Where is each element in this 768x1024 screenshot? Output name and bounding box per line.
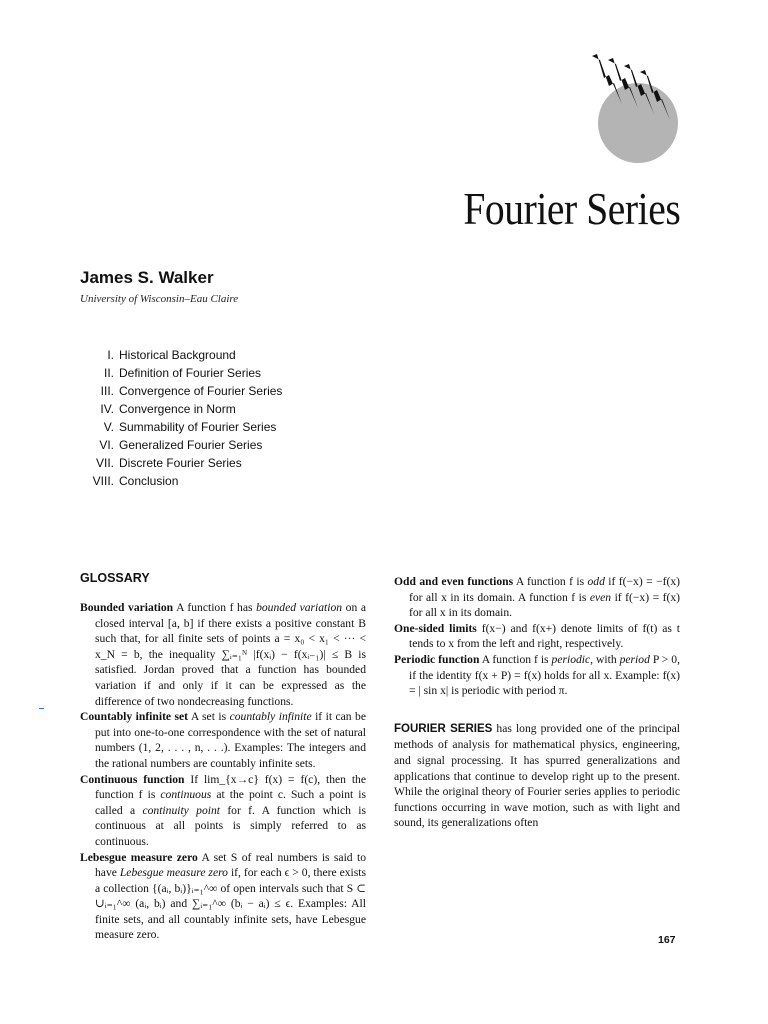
author-affiliation: University of Wisconsin–Eau Claire: [80, 293, 239, 305]
glossary-emphasis: bounded variation: [256, 601, 343, 614]
page-number: 167: [658, 934, 676, 946]
glossary-entry-periodic-function: [394, 652, 680, 699]
toc-item: [78, 346, 282, 364]
toc-label: Conclusion: [119, 474, 179, 488]
glossary-entry-continuous-function: [80, 772, 366, 850]
glossary-column-left: [80, 600, 366, 943]
glossary-term: Lebesgue measure zero: [80, 850, 198, 864]
toc-number: VII.: [95, 456, 114, 470]
glossary-entry-odd-even: [394, 574, 680, 621]
glossary-text: A set is: [188, 710, 230, 724]
glossary-emphasis: countably infinite: [229, 710, 312, 724]
glossary-text: for f. A function which is continuous at all points is simply referred to as continuous.: [95, 803, 366, 848]
glossary-heading: GLOSSARY: [80, 571, 150, 585]
table-of-contents: [78, 346, 282, 490]
toc-number: III.: [100, 384, 114, 398]
glossary-term: Periodic function: [394, 652, 480, 666]
glossary-entry-one-sided-limits: [394, 621, 680, 652]
glossary-text: If lim_{x→c} f(x) = f(c), then the function f is: [95, 772, 366, 802]
glossary-entry-countably-infinite: [80, 709, 366, 771]
glossary-emphasis: Lebesgue measure zero: [119, 866, 228, 880]
intro-lead: FOURIER SERIES: [394, 722, 493, 735]
toc-label: Definition of Fourier Series: [119, 366, 262, 380]
toc-item: [78, 436, 282, 454]
glossary-text: A function f is: [479, 652, 552, 666]
glossary-emphasis: odd: [587, 575, 605, 588]
toc-label: Convergence of Fourier Series: [119, 384, 283, 398]
glossary-column-right: [394, 574, 680, 843]
glossary-term: Continuous function: [80, 772, 185, 786]
glossary-text: if it can be put into one-to-one correspondence with the set of natural numbers (1, 2, . . . , n, . . .). Examples: The integers and the rational numbers are countably infinite sets.: [95, 710, 366, 770]
toc-label: Discrete Fourier Series: [119, 456, 242, 470]
toc-item: [78, 364, 282, 382]
toc-number: V.: [103, 420, 114, 434]
glossary-emphasis: even: [589, 590, 612, 604]
glossary-entry-bounded-variation: [80, 600, 366, 709]
toc-label: Historical Background: [119, 348, 236, 362]
toc-item: [78, 418, 282, 436]
glossary-text: if f(−x) = f(x) for all x in its domain.: [409, 590, 680, 620]
glossary-term: Odd and even functions: [394, 575, 514, 588]
toc-number: II.: [103, 366, 114, 380]
glossary-text: at the point c. Such a point is called a: [95, 788, 366, 817]
toc-item: [78, 472, 282, 490]
toc-number: IV.: [100, 402, 114, 416]
toc-label: Convergence in Norm: [119, 402, 236, 416]
toc-number: VIII.: [92, 474, 114, 488]
glossary-text: A function f is: [513, 575, 588, 588]
toc-label: Generalized Fourier Series: [119, 438, 263, 452]
glossary-text: A set S of real numbers is said to have: [95, 850, 366, 880]
glossary-term: Bounded variation: [80, 601, 174, 614]
glossary-term: One-sided limits: [394, 621, 477, 635]
author-name: James S. Walker: [80, 268, 214, 287]
glossary-text: P > 0, if the identity f(x + P) = f(x) holds for all x. Example: f(x) = | sin x| is periodic with period π.: [409, 652, 680, 698]
margin-mark: [39, 708, 44, 709]
glossary-emphasis: period: [619, 652, 650, 666]
glossary-emphasis: periodic,: [551, 652, 594, 666]
glossary-text: with: [593, 652, 620, 666]
intro-text: has long provided one of the principal methods of analysis for mathematical physics, engineering, and signal processing. It has spurred generalizations and applications that continue to develop right up to the present. While the original theory of Fourier series applies to periodic functions occurring in wave motion, such as with light and sound, its generalizations often: [394, 721, 680, 830]
glossary-emphasis: continuity point: [142, 803, 220, 817]
glossary-term: Countably infinite set: [80, 710, 189, 724]
toc-number: VI.: [99, 438, 114, 452]
toc-label: Summability of Fourier Series: [119, 420, 277, 434]
lightning-logo-icon: [578, 50, 688, 170]
intro-paragraph: [394, 721, 680, 831]
toc-item: [78, 400, 282, 418]
glossary-emphasis: continuous: [160, 788, 212, 802]
glossary-text: on a closed interval [a, b] if there exists a positive constant B such that, for all finite sets of points a = x₀ < x₁ < ··· < x_N = b, the inequality ∑ᵢ₌₁ᴺ |f(xᵢ) − f(xᵢ₋₁)| ≤ B is satisfied. Jordan proved that a function has bounded variation if and only if it can be expressed as the difference of two nondecreasing functions.: [95, 601, 366, 708]
glossary-text: A function f has: [173, 601, 257, 614]
glossary-text: f(x−) and f(x+) denote limits of f(t) as t tends to x from the left and right, respectively.: [409, 621, 680, 651]
toc-item: [78, 454, 282, 472]
toc-item: [78, 382, 282, 400]
glossary-text: if, for each ϵ > 0, there exists a collection {(aᵢ, bᵢ)}ᵢ₌₁^∞ of open intervals such that S ⊂ ∪ᵢ₌₁^∞ (aᵢ, bᵢ) and ∑ᵢ₌₁^∞ (bᵢ − aᵢ) ≤ ϵ. Examples: All finite sets, and all countably infinite sets, have Lebesgue measure zero.: [95, 866, 366, 942]
toc-number: I.: [107, 348, 114, 362]
glossary-text: if f(−x) = −f(x) for all x in its domain. A function f is: [409, 575, 680, 604]
page-title: Fourier Series: [462, 183, 680, 234]
glossary-entry-lebesgue-measure-zero: [80, 850, 366, 944]
